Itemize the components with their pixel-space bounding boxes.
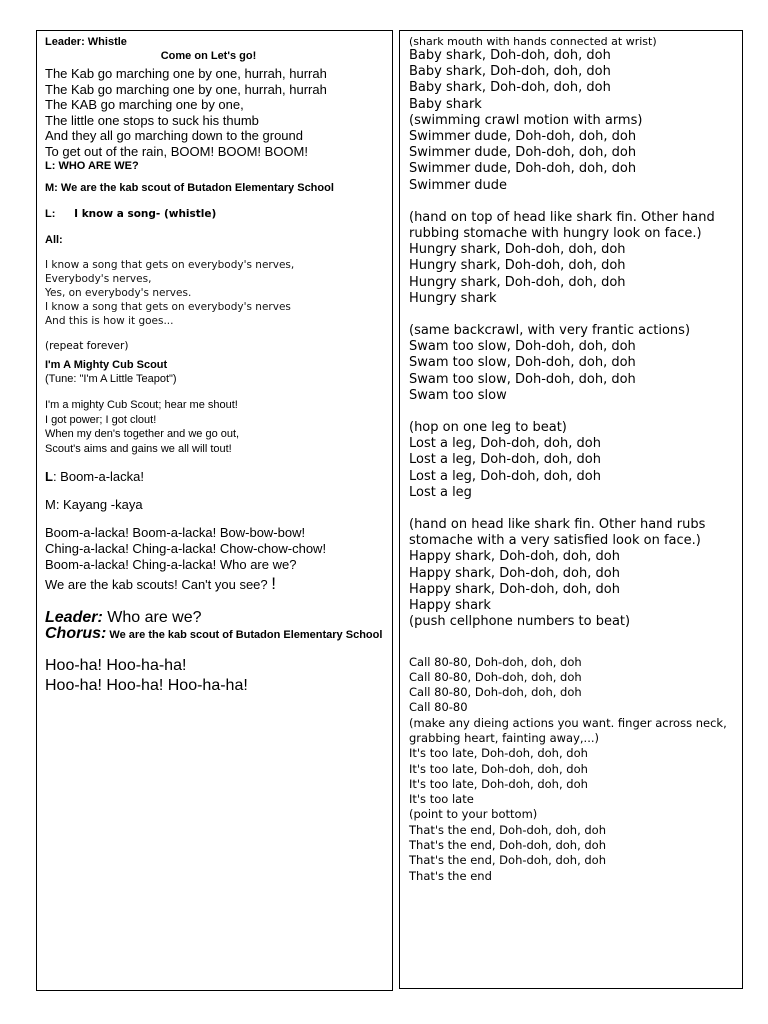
kab-march-verse <box>45 66 392 159</box>
verse-line: Scout's aims and gains we all will tout! <box>45 442 232 455</box>
verse-line: Call 80-80, Doh-doh, doh, doh <box>409 669 582 684</box>
song-line: I know a song that gets on everybody's nerves <box>45 301 291 313</box>
action-note: (point to your bottom) <box>409 807 538 822</box>
song-line: Everybody's nerves, <box>45 273 152 285</box>
verse-line: Hungry shark, Doh-doh, doh, doh <box>409 258 626 274</box>
verse-line: Baby shark <box>409 96 482 112</box>
action-note: (hop on one leg to beat) <box>409 420 567 436</box>
song-line: Yes, on everybody's nerves. <box>45 287 192 299</box>
verse-line: Boom-a-lacka! Ching-a-lacka! Who are we? <box>45 557 297 572</box>
verse-line: It's too late <box>409 792 474 807</box>
chorus-label: Chorus: <box>45 625 107 642</box>
come-on-lets-go: Come on Let's go! <box>160 50 257 62</box>
verse-line: Swimmer dude, Doh-doh, doh, doh <box>409 129 637 145</box>
verse-line: Ching-a-lacka! Ching-a-lacka! Chow-chow-chow! <box>45 541 327 556</box>
verse-line: It's too late, Doh-doh, doh, doh <box>409 776 588 791</box>
action-note: (same backcrawl, with very frantic actions) <box>409 323 691 339</box>
verse-line: The Kab go marching one by one, hurrah, hurrah <box>45 81 327 97</box>
verse-line: The KAB go marching one by one, <box>45 97 244 112</box>
l-label: L: <box>45 208 56 220</box>
cub-scout-title: I'm A Mighty Cub Scout <box>45 359 168 371</box>
cub-scout-verse <box>45 398 392 456</box>
verse-line: It's too late, Doh-doh, doh, doh <box>409 746 588 761</box>
verse-line: That's the end, Doh-doh, doh, doh <box>409 853 607 868</box>
song-line: And this is how it goes... <box>45 315 174 327</box>
song-line: I know a song that gets on everybody's nerves, <box>45 259 295 271</box>
verse-line: It's too late, Doh-doh, doh, doh <box>409 761 588 776</box>
action-note: (push cellphone numbers to beat) <box>409 614 631 630</box>
action-note: (make any dieing actions you want. finger across neck, grabbing heart, fainting away,...) <box>409 715 727 745</box>
verse-line: Call 80-80, Doh-doh, doh, doh <box>409 654 582 669</box>
action-note: (swimming crawl motion with arms) <box>409 112 643 128</box>
m-response-line: M: We are the kab scout of Butadon Elementary School <box>45 182 334 194</box>
m-kayang-line: M: Kayang -kaya <box>45 497 143 512</box>
verse-line: The Kab go marching one by one, hurrah, hurrah <box>45 66 327 81</box>
boom-leader-line <box>45 469 392 485</box>
verse-line: Hungry shark, Doh-doh, doh, doh <box>409 274 626 290</box>
right-column <box>399 30 743 989</box>
shark-mouth-note: (shark mouth with hands connected at wrist) <box>409 35 657 48</box>
verse-line: Swam too slow <box>409 387 507 403</box>
verse-line: Lost a leg <box>409 484 472 500</box>
verse-line: Swimmer dude <box>409 177 508 193</box>
verse-line: Happy shark, Doh-doh, doh, doh <box>409 581 620 597</box>
repeat-forever: (repeat forever) <box>45 340 129 352</box>
verse-line: To get out of the rain, BOOM! BOOM! BOOM! <box>45 143 308 159</box>
verse-line: Lost a leg, Doh-doh, doh, doh <box>409 468 601 484</box>
we-are-text: We are the kab scouts! Can't you see? <box>45 577 268 592</box>
verse-line: Swimmer dude, Doh-doh, doh, doh <box>409 145 637 161</box>
verse-line: I got power; I got clout! <box>45 413 157 426</box>
verse-line: The little one stops to suck his thumb <box>45 112 259 128</box>
verse-line: Lost a leg, Doh-doh, doh, doh <box>409 436 601 452</box>
lost-a-leg-verse <box>409 420 742 501</box>
leader-text: Who are we? <box>102 609 202 626</box>
verse-line: Hungry shark, Doh-doh, doh, doh <box>409 242 626 258</box>
hoo-ha-verse <box>45 656 392 696</box>
swam-too-slow-verse <box>409 323 742 404</box>
verse-line: That's the end, Doh-doh, doh, doh <box>409 838 607 853</box>
verse-line: Hoo-ha! Hoo-ha! Hoo-ha-ha! <box>45 677 248 694</box>
l-know-song-line <box>45 207 392 221</box>
leader-chorus-block <box>45 609 392 642</box>
verse-line: Hungry shark <box>409 290 497 306</box>
action-note: (hand on top of head like shark fin. Other hand rubbing stomache with hungry look on face.) <box>409 209 715 242</box>
boom-l-label: L <box>45 469 53 484</box>
verse-line: Baby shark, Doh-doh, doh, doh <box>409 48 611 63</box>
verse-line: Swam too slow, Doh-doh, doh, doh <box>409 371 636 387</box>
verse-line: Baby shark, Doh-doh, doh, doh <box>409 64 611 80</box>
verse-line: Lost a leg, Doh-doh, doh, doh <box>409 452 601 468</box>
boom-a-lacka-verse <box>45 525 392 573</box>
verse-line: I'm a mighty Cub Scout; hear me shout! <box>45 399 238 411</box>
chorus-line <box>45 627 392 642</box>
chorus-text: We are the kab scout of Butadon Elementary School <box>106 629 383 641</box>
verse-line: That's the end, Doh-doh, doh, doh <box>409 822 607 837</box>
exclaim-mark: ! <box>271 574 277 593</box>
verse-line: Hoo-ha! Hoo-ha-ha! <box>45 657 187 674</box>
verse-line: Swam too slow, Doh-doh, doh, doh <box>409 339 636 355</box>
know-song-text: I know a song- (whistle) <box>74 208 217 220</box>
baby-shark-verse <box>409 48 742 194</box>
verse-line: Boom-a-lacka! Boom-a-lacka! Bow-bow-bow! <box>45 525 306 540</box>
left-column <box>36 30 393 991</box>
verse-line: Happy shark, Doh-doh, doh, doh <box>409 549 620 565</box>
verse-line: Happy shark <box>409 598 491 614</box>
action-note: (hand on head like shark fin. Other hand rubs stomache with a very satisfied look on face.) <box>409 517 706 549</box>
all-label: All: <box>45 234 63 246</box>
cub-scout-tune: (Tune: "I'm A Little Teapot") <box>45 373 177 385</box>
happy-shark-verse <box>409 517 742 630</box>
nerves-song <box>45 258 392 328</box>
boom-l-text: : Boom-a-lacka! <box>52 469 144 484</box>
verse-line: When my den's together and we go out, <box>45 428 240 440</box>
verse-line: Swam too slow, Doh-doh, doh, doh <box>409 355 636 371</box>
we-are-kab-line <box>45 575 392 594</box>
verse-line: Swimmer dude, Doh-doh, doh, doh <box>409 161 637 177</box>
verse-line: Baby shark, Doh-doh, doh, doh <box>409 80 611 96</box>
verse-line: Happy shark, Doh-doh, doh, doh <box>409 565 620 581</box>
leader-label: Leader: <box>45 609 103 626</box>
verse-line: Call 80-80 <box>409 700 468 715</box>
verse-line: And they all go marching down to the ground <box>45 128 304 143</box>
call-end-verse <box>409 655 742 884</box>
verse-line: That's the end <box>409 868 492 883</box>
verse-line: Call 80-80, Doh-doh, doh, doh <box>409 685 582 700</box>
hungry-shark-verse <box>409 210 742 307</box>
who-are-we-line: L: WHO ARE WE? <box>45 160 139 172</box>
leader-whistle: Leader: Whistle <box>45 36 127 48</box>
